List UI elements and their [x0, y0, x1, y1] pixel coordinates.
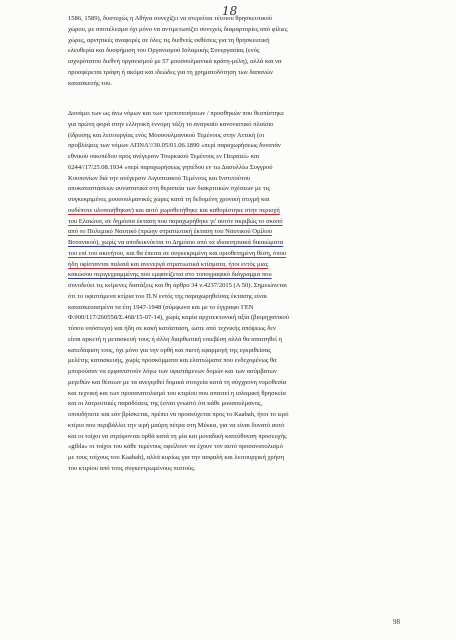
text-line: και οι τοίχοι να στρέφονται ορθά κατά τη μία και μοναδική κατεύθυνση προσευχής [68, 432, 287, 440]
text-line-underlined: κακώσου περιγεγραμμένης που εμφανίζεται στο τοπογραφικό διάγραμμα που [68, 271, 272, 279]
text-line-underlined: ήδη υφίστανται παλαιά και ανενεργά στρατιωτικά κτίσματα, ήτοι εντός μιας [68, 260, 269, 268]
paragraph-2 [68, 109, 398, 475]
text-line: για πρώτη φορά στην ελληνική έννομη τάξη το αναγκαίο κανονιστικό πλαίσιο [68, 120, 274, 128]
text-line: 6244//17/25.08.1934 «περί παραχωρήσεως γηπέδου εν τω Δασυλλίω Συγγρού [68, 163, 273, 171]
text-line: συνοδεύει τις κείμενες διατάξεις και θη άρθρο 34 ν.4237/2015 (Α 50). Σημειώνεται [68, 282, 287, 289]
text-line: ελευθερία και δυσφήμιση του Οργανισμού Ισλαμικής Συνεργασίας (ενός [68, 47, 260, 55]
text-line: και οι λατρευτικές παραδόσεις της (είναι γνωστό ότι κάθε μουσουλμανος, [68, 400, 263, 408]
text-line: Κουπονίων διά την ανέγερσιν Αιγυπτιακού Τεμένους και Ινστιτούτου [68, 174, 251, 182]
text-line: (ίδρυσης και λειτουργίας ενός Μουσουλμανικού Τεμένους στην Αττική (οι [68, 131, 265, 139]
text-line: με τους τοίχους του Kaabah), αλλά κυρίως για την ασφαλή και λειτουργική χρήση [68, 454, 285, 461]
page-number: 98 [393, 618, 400, 626]
text-line-underlined: του επί του ακινήτου, και θα έπειτα σε συγκεκριμένη και οριοθετημένη θέση, όπου [68, 249, 287, 257]
text-line: Δυνάμει των ως άνω νόμων και των τροποποιήσεων / προσθηκών που θεσπίστηκε [68, 110, 284, 117]
text-line: Φ.900/117/260558/Σ.468/15-07-14), χωρίς καμία αρχιτεκτονική αξία (βιομηχανικού [68, 314, 290, 322]
text-line: κτίριο που περιβάλλει την ιερή μαύρη πέτρα στη Μέκκα, για να είναι δυνατό αυτό [68, 421, 285, 429]
text-line-underlined: από το Πολεμικό Ναυτικό (πρώην στρατιωτική έκταση του Ναυτικού Ομίλου [68, 228, 272, 236]
text-line: εθνικού οικοπέδου προς ανέγερσιν Τουρκικού Τεμένους εν Πειραιεί» και [68, 153, 260, 160]
text-line-underlined: Βοτανικού), χωρίς να αποδεικνύεται το Δημόσιο από τα ιδιοκτησιακά δικαιώματα [68, 239, 284, 246]
text-line: κατασκευής του. [68, 79, 112, 87]
text-line: μπορούσαν να εμφανιστούν λόγω των υφιστάμενων δομών και των ασύμβατων [68, 368, 277, 375]
text-line: είναι αρκετή η μετασκευή τους ή άλλη διαρθωτική επιεβέση αλλά θα απαιτηθεί η [68, 335, 282, 343]
text-line-underlined: του Ελαιώνα, σε δημόσια έκταση που παραχωρήθηκε γι' αυτόν ακριβώς το σκοπό [68, 217, 283, 225]
text-line: 1586, 1589), δυστυχώς η Αθήνα συνεχίζει να στερείται τέτοιου θρησκευτικού [68, 15, 273, 22]
text-line: χώρου, με αποτέλεσμα όχι μόνο να αντιμετωπίζει συνεχείς διαμαρτυρίες από φίλιες [68, 25, 288, 33]
text-line: ισχυρότατου διεθνή οργανισμού με 57 μουσουλμανικά κράτη-μέλη), αλλά και να [68, 58, 282, 65]
text-line: προσφέρεται τράφη ή ακόμα και ιδεώδες για τη χρηματοδότηση των δαπανών [68, 68, 273, 76]
text-line: κατεδάφιση τους, όχι μόνο για την ορθή και πιστή εφαρμογή της εγκριθείσας [68, 346, 271, 354]
text-line: συγκεκριμένες μουσουλμανικές χώρες κατά τη δεδομένη χρονική στιγμή και [68, 196, 270, 203]
text-line: αποκαταστάσεων συνιστατικά στη θεραπεία των διακριτικών σχέσεων με τις [68, 185, 270, 193]
text-line: προβλέψεις των νόμων ΑΠΝΑ'//30.05/01.06.1890 «περί παραχωρήσεως δυνατάν [68, 142, 281, 150]
text-line: του κτιρίου από τους συγκεντρωμένους πιστούς. [68, 464, 196, 472]
paragraph-1 [68, 14, 398, 89]
handwritten-page-mark: 18 [222, 4, 238, 18]
text-line: και τεχνική και των προσανατολισμό του κτιρίου που απαιτεί η ισλαμική θρησκεία [68, 389, 286, 397]
text-line: μελέτης κατασκευής, χωρίς προσκόμματα και ελαττώματα που ενδεχομένως θα [68, 357, 277, 365]
text-line: μεγεθών και θέσεων με τα ανεγερθεί δομικά στοιχεία κατά τη σύγχρονη νομοθεσία [68, 378, 287, 386]
text-line: «gibla» οι τοίχοι του κάθε τεμένους οφείλουν να έχουν τον αυτό προσανατολισμό [68, 443, 283, 451]
text-line: χώρες, αρνητικές αναφορές σε όλες τις διεθνείς εκθέσεις για τη θρησκευτική [68, 36, 270, 44]
text-line: τύπου υπόστεγα) και ήδη σε κακή κατάσταση, ώστε από τεχνικής απόψεως δεν [68, 325, 276, 332]
text-line: κατασκευασμένα τα έτη 1947-1948 (σύμφωνα και με το έγγραφο ΓΕΝ [68, 303, 254, 311]
text-line: ότι το υφιστάμενα κτίρια του Π.Ν εντός της παραχωρηθείσας έκτασης είναι [68, 292, 267, 300]
text-line: οπουδήποτε και εάν βρίσκεται, πρέπει να προσεύχεται προς το Kaabah, ήτοι το ιερό [68, 411, 289, 418]
text-line-underlined: ουδέποτε υλοποιήθηκαν) και αυτό χωροθετήθηκε και καθορίστηκε στην περιοχή [68, 206, 280, 214]
